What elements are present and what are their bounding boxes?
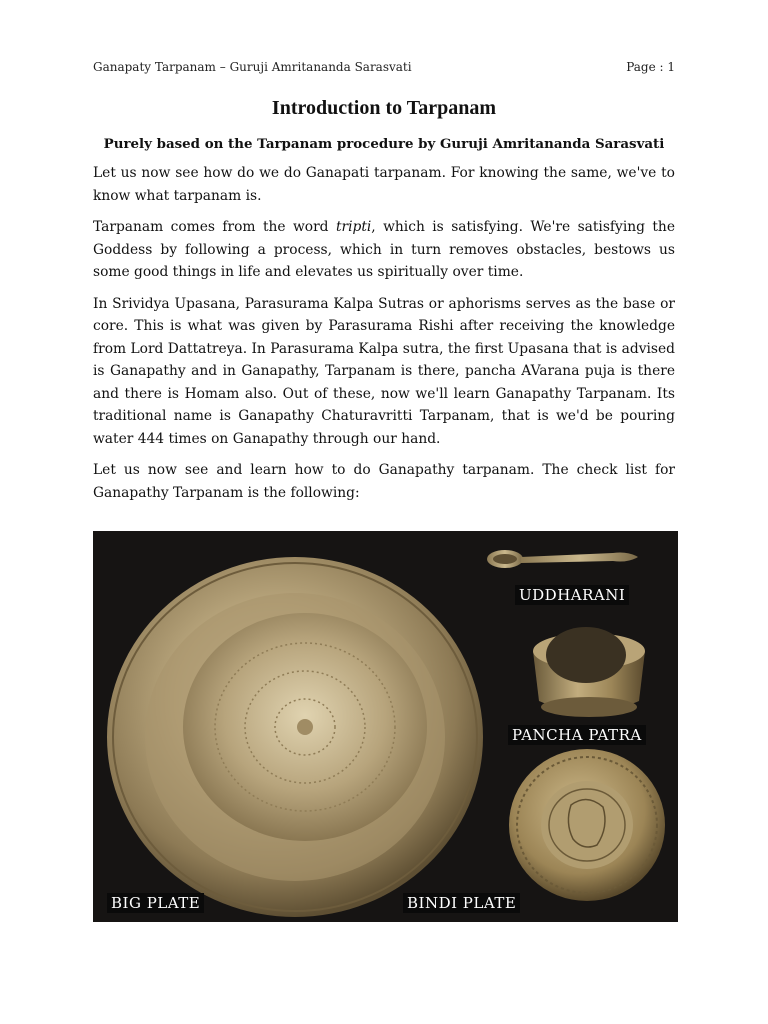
pancha-patra-cup	[533, 627, 645, 717]
paragraph-2-before: Tarpanam comes from the word	[93, 219, 336, 235]
page-header	[93, 60, 675, 74]
page-subtitle: Purely based on the Tarpanam procedure by Guruji Amritananda Sarasvati	[103, 136, 665, 152]
paragraph-2-emphasis: tripti	[335, 219, 372, 235]
paragraph-3: In Srividya Upasana, Parasurama Kalpa Sutras or aphorisms serves as the base or core. This is what was given by Parasurama Rishi after receiving the knowledge from Lord Dattatreya. In Parasurama Kalpa sutra, the first Upasana that is advised is Ganapathy and in Ganapathy, Tarpanam is there, pancha AVarana puja is there and there is Homam also. Out of these, now we'll learn Ganapathy Tarpanam. Its traditional name is Ganapathy Chaturavritti Tarpanam, that is we'd be pouring water 444 times on Ganapathy through our hand.	[93, 295, 675, 447]
page-number: Page : 1	[626, 60, 675, 74]
bindi-plate	[509, 749, 665, 901]
ritual-items-photo	[93, 531, 678, 922]
paragraph-1: Let us now see how do we do Ganapati tarpanam. For knowing the same, we've to know what tarpanam is.	[93, 165, 675, 204]
paragraph-4: Let us now see and learn how to do Ganapathy tarpanam. The check list for Ganapathy Tarpanam is the following:	[93, 462, 675, 501]
header-title: Ganapaty Tarpanam – Guruji Amritananda Sarasvati	[93, 60, 412, 74]
paragraph-2-after: , which is satisfying. We're satisfying the Goddess by following a process, which in turn removes obstacles, bestows us some good things in life and elevates us spiritually over time.	[93, 219, 675, 280]
body-text	[93, 162, 675, 513]
uddharani-label: UDDHARANI	[515, 585, 629, 605]
big-plate-label: BIG PLATE	[107, 893, 204, 913]
paragraph-2	[93, 216, 675, 284]
big-plate	[107, 557, 483, 917]
pancha-patra-label: PANCHA PATRA	[508, 725, 646, 745]
bindi-plate-label: BINDI PLATE	[403, 893, 520, 913]
page-title: Introduction to Tarpanam	[271, 97, 497, 119]
